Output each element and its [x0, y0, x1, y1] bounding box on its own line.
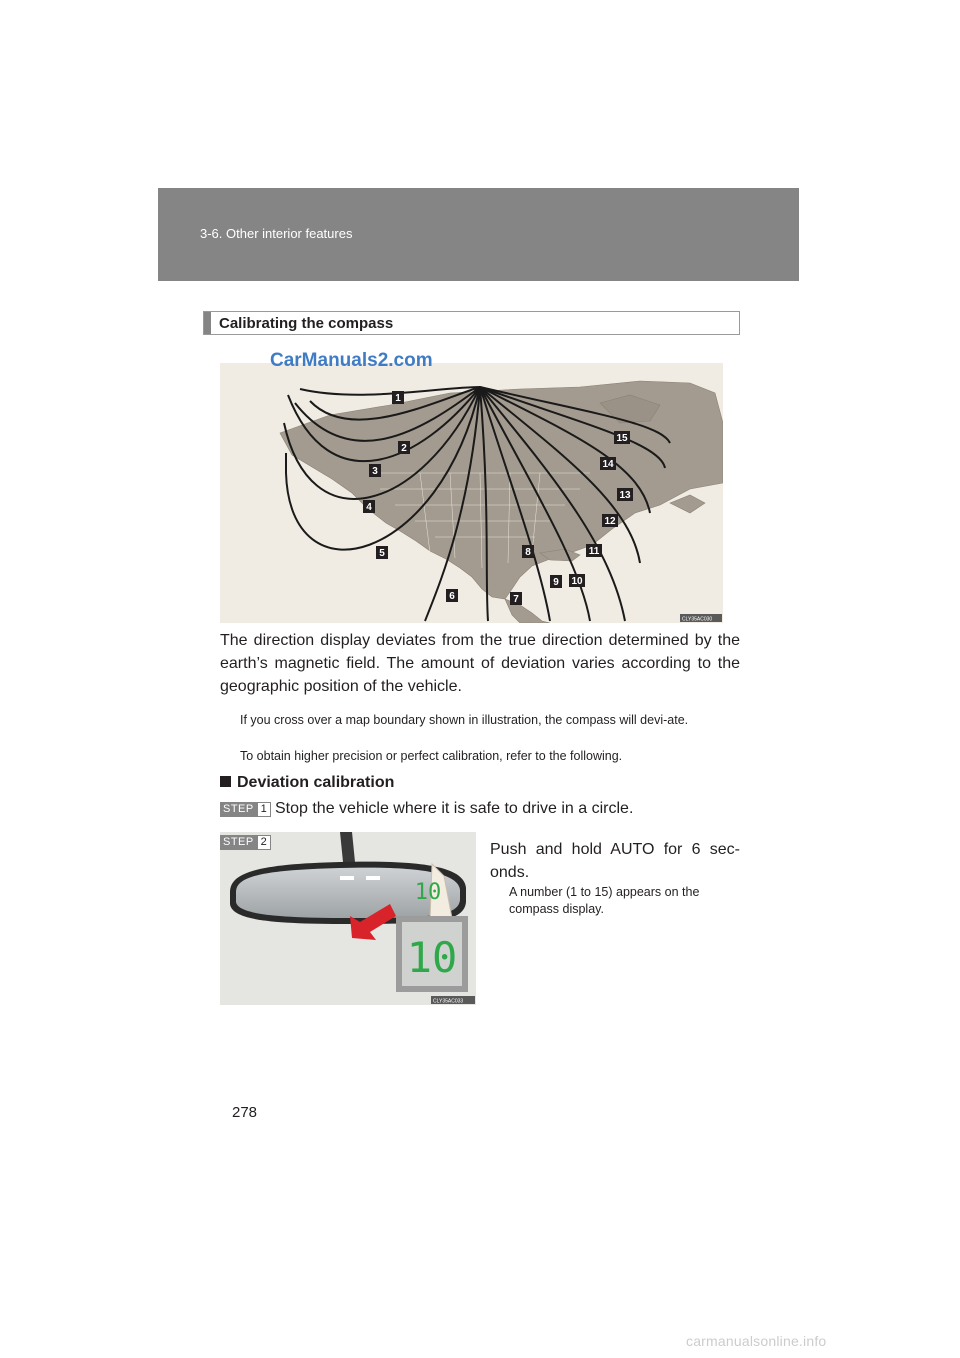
compass-display-value: 10	[406, 933, 458, 982]
step-2-text: Push and hold AUTO for 6 sec-onds.	[490, 841, 740, 881]
continent-shapes	[280, 381, 723, 623]
map-image-code: CLY35AC030	[682, 616, 713, 623]
section-label: 3-6. Other interior features	[200, 226, 353, 241]
step-2-word: STEP	[220, 835, 257, 850]
header-band	[158, 188, 799, 281]
zone-9-label: 9	[553, 577, 559, 588]
magnetic-zone-map	[220, 363, 723, 623]
zone-3-label: 3	[372, 466, 378, 477]
zone-8-label: 8	[525, 547, 531, 558]
zone-10-label: 10	[571, 576, 583, 587]
mirror-image-code: CLY35AC033	[433, 998, 464, 1005]
zone-2-label: 2	[401, 443, 407, 454]
note-boundary: If you cross over a map boundary shown in illustration, the compass will devi-ate.	[240, 713, 689, 727]
intro-paragraph: The direction display deviates from the true direction determined by the earth’s magnetic field. The amount of deviation varies according to the geographic position of the vehicle.	[220, 632, 740, 695]
mirror-illustration	[220, 832, 476, 1005]
map-illustration	[220, 363, 723, 623]
section-heading: Calibrating the compass	[219, 315, 394, 332]
page-number: 278	[232, 1104, 258, 1121]
mirror-button-right	[366, 876, 380, 880]
zone-5-label: 5	[379, 548, 385, 559]
zone-11-label: 11	[588, 546, 600, 557]
zone-13-label: 13	[619, 490, 631, 501]
zone-6-label: 6	[449, 591, 455, 602]
step-2-badge	[220, 835, 271, 850]
zone-1-label: 1	[395, 393, 401, 404]
footer-watermark: carmanualsonline.info	[686, 1333, 827, 1349]
mirror-button-left	[340, 876, 354, 880]
step-2-number: 2	[257, 835, 271, 850]
section-heading-box	[203, 311, 740, 335]
note-precision: To obtain higher precision or perfect calibration, refer to the following.	[240, 749, 623, 763]
watermark-logo: CarManuals2.com	[270, 350, 433, 371]
zone-15-label: 15	[616, 433, 628, 444]
heading-accent-bar	[204, 312, 211, 334]
zone-7-label: 7	[513, 594, 519, 605]
step-1-badge	[220, 802, 271, 817]
mirror-display-value: 10	[414, 880, 442, 905]
zone-14-label: 14	[602, 459, 614, 470]
step-1-word: STEP	[220, 802, 257, 817]
rearview-mirror-image	[220, 832, 476, 1005]
zone-4-label: 4	[366, 502, 372, 513]
zone-12-label: 12	[604, 516, 616, 527]
step-2-note: A number (1 to 15) appears on the compass display.	[509, 885, 700, 916]
subheading-deviation	[220, 774, 394, 792]
square-bullet-icon	[220, 776, 231, 787]
step-1-number: 1	[257, 802, 271, 817]
subheading-text: Deviation calibration	[237, 774, 395, 791]
step-1-text: Stop the vehicle where it is safe to drive in a circle.	[275, 800, 634, 817]
